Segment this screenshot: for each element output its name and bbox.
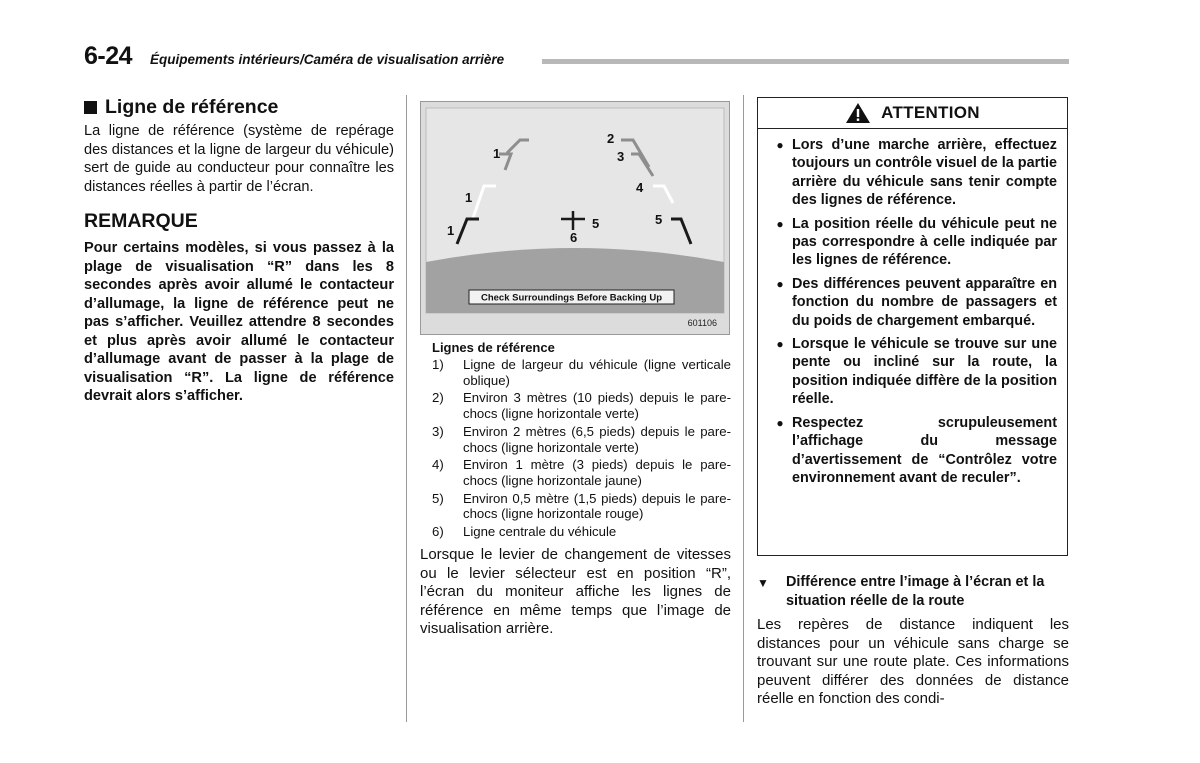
list-item: 6) Ligne centrale du véhicule	[432, 523, 617, 539]
column-3-paragraph: Les repères de distance indiquent les distances pour un véhicule sans charge se trouvant sur une route plate. Ces informations peuvent différer des données de distance réelle en fonction des condi-	[757, 616, 1069, 708]
page-header	[84, 40, 1069, 70]
attention-list	[768, 136, 1057, 492]
bullet-icon: ●	[776, 138, 784, 152]
reference-lines-figure	[420, 101, 730, 335]
column-2-paragraph: Lorsque le levier de changement de vitesses ou le levier sélecteur est en position “R”, l’écran du moniteur affiche les lignes de référence en même temps que l’image de visualisation arrière.	[420, 546, 731, 638]
figure-caption-list	[432, 357, 731, 542]
bullet-icon: ●	[776, 415, 784, 430]
list-item: ● Lors d’une marche arrière, effectuez toujours un contrôle visuel de la partie arrière du véhicule sans tenir compte des lignes de référence.	[768, 136, 1057, 210]
attention-title: ATTENTION	[881, 103, 980, 122]
list-item: 3) Environ 2 mètres (6,5 pieds) depuis le pare-chocs (ligne horizontale verte)	[432, 423, 731, 455]
list-item: ● Des différences peuvent apparaître en fonction du nombre de passagers et du poids de chargement embarqué.	[768, 275, 1057, 330]
bullet-icon: ●	[776, 216, 784, 231]
warning-triangle-icon	[845, 102, 871, 124]
intro-paragraph: La ligne de référence (système de repérage des distances et la ligne de largeur du véhicule) sert de guide au conducteur pour connaître les distances réelles à partir de l’écran.	[84, 123, 394, 195]
bullet-icon: ●	[776, 276, 784, 291]
label-4: 4	[636, 180, 644, 195]
heading-ligne-reference: Ligne de référence	[84, 96, 394, 119]
remarque-text: Pour certains modèles, si vous passez à la plage de visualisation “R” dans les 8 secondes après avoir allumé le contacteur d’allumage, la ligne de référence peut ne pas s’afficher. Veuillez attendre 8 secondes et plus après avoir allumé le contacteur d’allumage avant de passer à la plage de visualisation “R”. La ligne de référence devrait alors s’afficher.	[84, 240, 394, 404]
bullet-icon: ●	[776, 337, 784, 352]
camera-screen-illustration	[421, 102, 729, 334]
square-bullet-icon	[84, 101, 97, 114]
down-triangle-icon: ▼	[757, 576, 769, 590]
section-title: Équipements intérieurs/Caméra de visualisation arrière	[150, 52, 505, 67]
label-1-top: 1	[493, 146, 501, 161]
page-number: 6-24	[84, 42, 133, 70]
label-3: 3	[617, 149, 625, 164]
header-rule	[542, 59, 1069, 64]
list-item: 2) Environ 3 mètres (10 pieds) depuis le pare-chocs (ligne horizontale verte)	[432, 390, 731, 422]
label-6: 6	[570, 230, 578, 245]
figure-code: 601106	[687, 318, 717, 328]
remarque-heading: REMARQUE	[84, 210, 198, 232]
label-5-right: 5	[655, 212, 663, 227]
list-item: ● Lorsque le véhicule se trouve sur une pente ou incliné sur la route, la position indiquée diffère de la position réelle.	[768, 335, 1057, 409]
column-1	[84, 96, 394, 406]
warning-banner-text: Check Surroundings Before Backing Up	[480, 292, 663, 304]
list-item: ● La position réelle du véhicule peut ne pas correspondre à celle indiquée par les lignes de référence.	[768, 215, 1057, 270]
label-2: 2	[607, 131, 615, 146]
label-5-center: 5	[592, 216, 600, 231]
label-1-bottom: 1	[447, 223, 455, 238]
list-item: 5) Environ 0,5 mètre (1,5 pieds) depuis le pare-chocs (ligne horizontale rouge)	[432, 490, 731, 522]
list-item: 4) Environ 1 mètre (3 pieds) depuis le pare-chocs (ligne horizontale jaune)	[432, 457, 731, 488]
subheading: ▼ Différence entre l’image à l’écran et la situation réelle de la route	[757, 574, 1045, 609]
attention-box	[757, 97, 1068, 556]
list-item: 1) Ligne de largeur du véhicule (ligne verticale oblique)	[432, 357, 731, 388]
label-1-middle: 1	[465, 190, 473, 205]
column-divider	[406, 95, 407, 722]
list-item: ● Respectez scrupuleusement l’affichage du message d’avertissement de “Contrôlez votre environnement avant de reculer”.	[768, 414, 1057, 488]
figure-caption-title: Lignes de référence	[432, 340, 555, 355]
column-divider	[743, 95, 744, 722]
attention-header	[758, 98, 1067, 129]
